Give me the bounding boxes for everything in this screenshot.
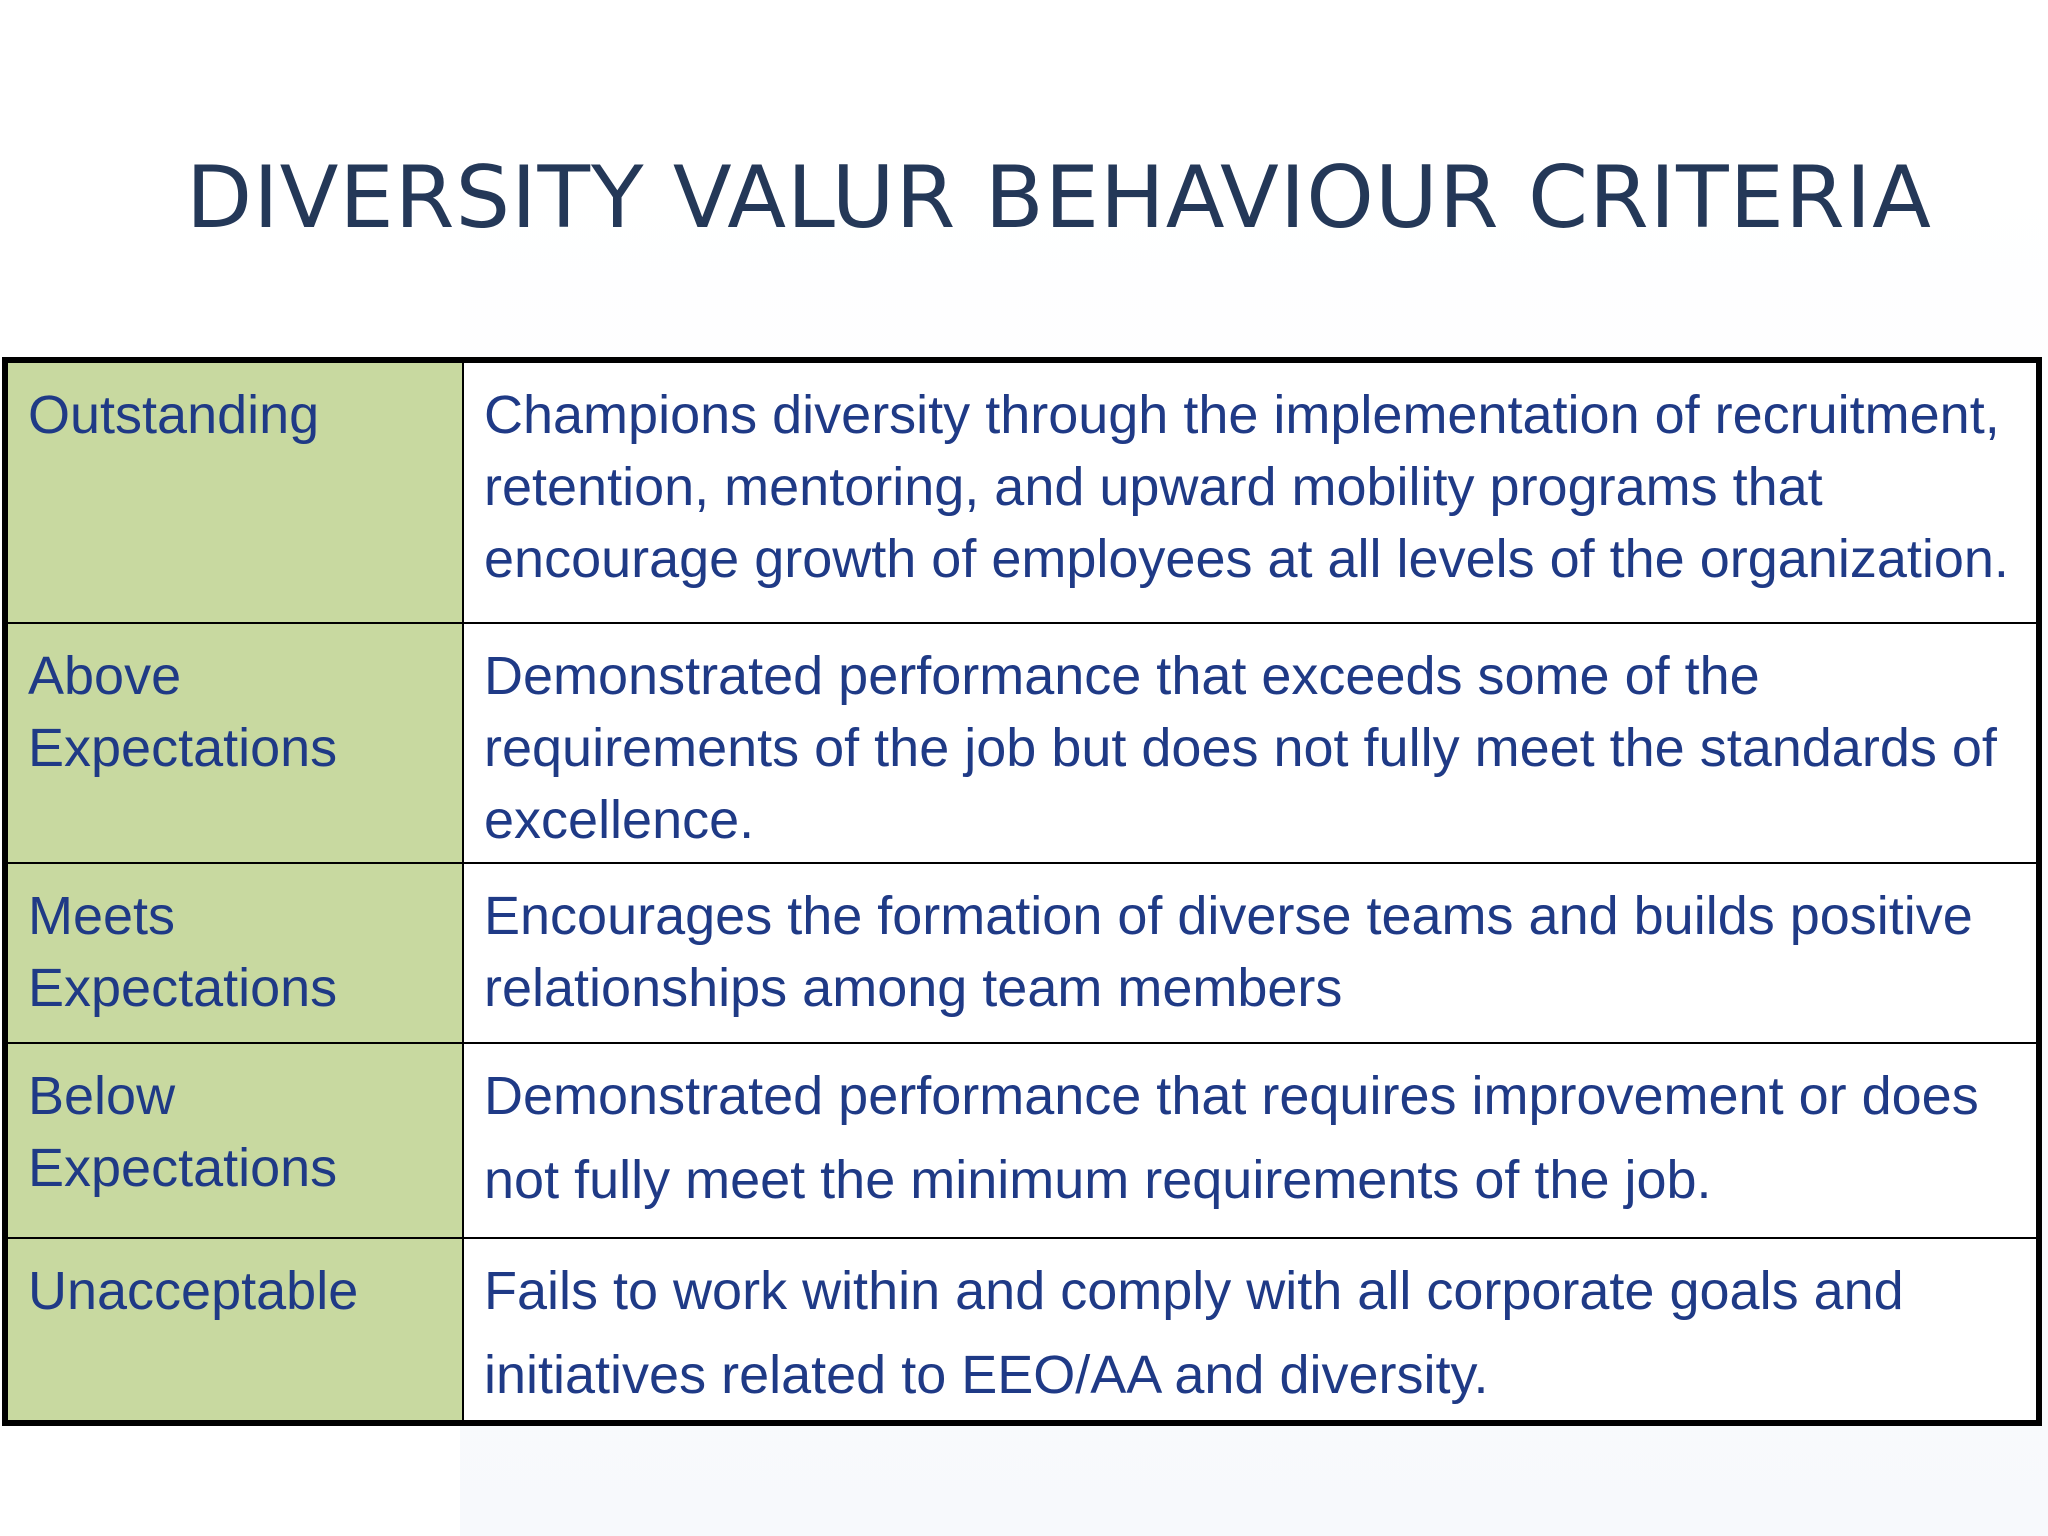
- rating-cell: Unacceptable: [5, 1238, 463, 1423]
- criteria-table: [2, 357, 2042, 1426]
- description-cell: Demonstrated performance that requires improvement or does not fully meet the minimum requirements of the job.: [463, 1043, 2039, 1238]
- table-row: [5, 863, 2039, 1043]
- rating-cell: Below Expectations: [5, 1043, 463, 1238]
- description-cell: Champions diversity through the implementation of recruitment, retention, mentoring, and upward mobility programs that encourage growth of employees at all levels of the organization.: [463, 360, 2039, 623]
- table-row: [5, 623, 2039, 863]
- slide-title: DIVERSITY VALUR BEHAVIOUR CRITERIA: [186, 148, 1932, 248]
- description-cell: Fails to work within and comply with all corporate goals and initiatives related to EEO/AA and diversity.: [463, 1238, 2039, 1423]
- rating-cell: Outstanding: [5, 360, 463, 623]
- table-row: [5, 1238, 2039, 1423]
- description-cell: Demonstrated performance that exceeds some of the requirements of the job but does not fully meet the standards of excellence.: [463, 623, 2039, 863]
- table-row: [5, 360, 2039, 623]
- rating-cell: Meets Expectations: [5, 863, 463, 1043]
- description-cell: Encourages the formation of diverse teams and builds positive relationships among team members: [463, 863, 2039, 1043]
- rating-cell: Above Expectations: [5, 623, 463, 863]
- table-row: [5, 1043, 2039, 1238]
